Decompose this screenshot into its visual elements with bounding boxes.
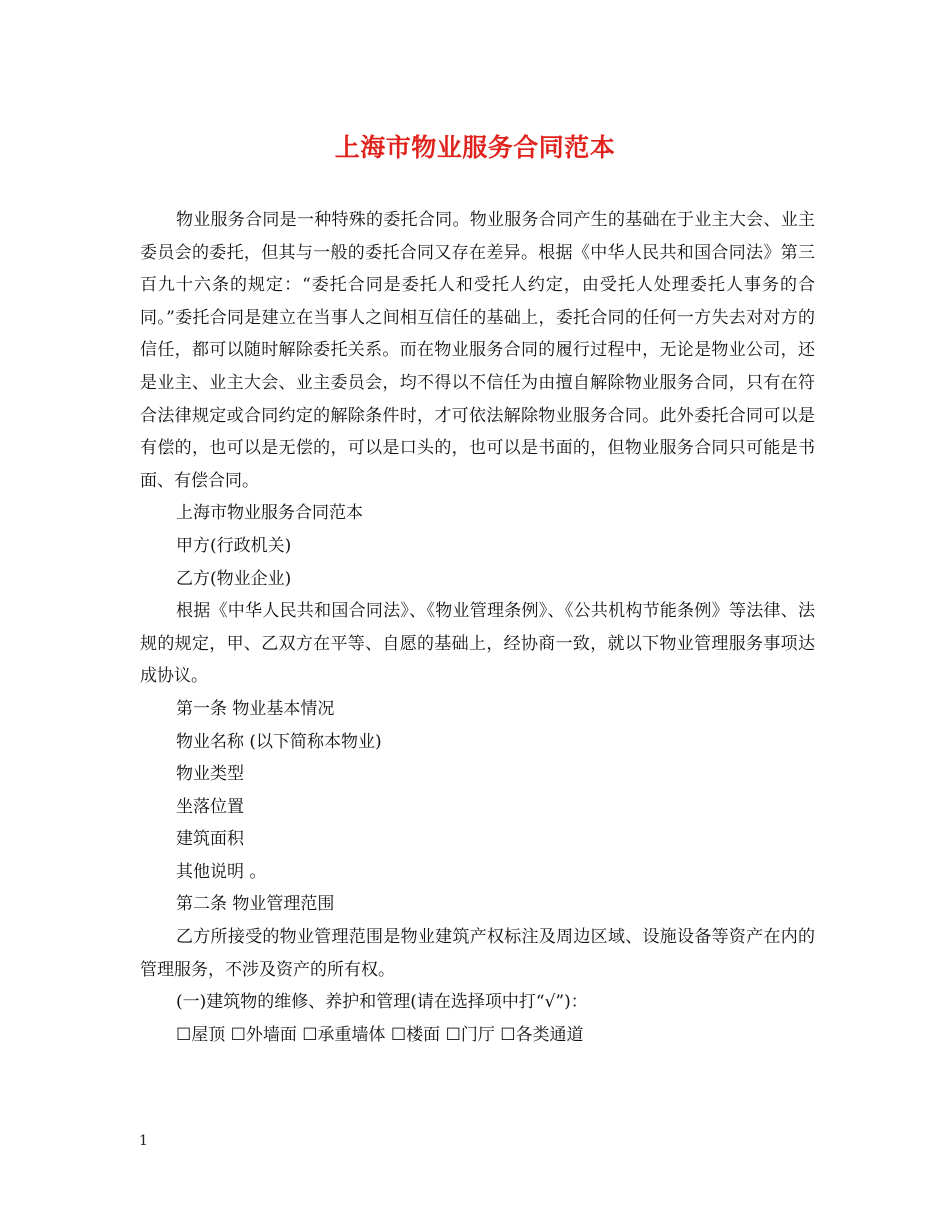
other-notes-line: 其他说明 。 — [176, 861, 267, 882]
party-a-line: 甲方(行政机关) — [176, 535, 292, 556]
management-scope-paragraph: 乙方所接受的物业管理范围是物业建筑产权标注及周边区域、设施设备等资产在内的管理服务，不涉及资产的所有权。 — [140, 927, 815, 980]
document-body — [140, 204, 815, 1051]
location-line: 坐落位置 — [176, 796, 244, 817]
contract-name-line: 上海市物业服务合同范本 — [176, 503, 363, 524]
section-1-heading: (一)建筑物的维修、养护和管理(请在选择项中打“√”)： — [176, 992, 588, 1013]
property-name-line: 物业名称 (以下简称本物业) — [176, 731, 382, 752]
property-type-line: 物业类型 — [176, 764, 244, 785]
intro-paragraph: 物业服务合同是一种特殊的委托合同。物业服务合同产生的基础在于业主大会、业主委员会的委托，但其与一般的委托合同又存在差异。根据《中华人民共和国合同法》第三百九十六条的规定：“委托合同是委托人和受托人约定，由受托人处理委托人事务的合同。”委托合同是建立在当事人之间相互信任的基础上，委托合同的任何一方失去对对方的信任，都可以随时解除委托关系。而在物业服务合同的履行过程中，无论是物业公司，还是业主、业主大会、业主委员会，均不得以不信任为由擅自解除物业服务合同，只有在符合法律规定或合同约定的解除条件时，才可依法解除物业服务合同。此外委托合同可以是有偿的，也可以是无偿的，可以是口头的，也可以是书面的，但物业服务合同只可能是书面、有偿合同。 — [140, 210, 815, 491]
article-2-heading: 第二条 物业管理范围 — [176, 894, 335, 915]
page-number: 1 — [139, 1133, 148, 1149]
floor-area-line: 建筑面积 — [176, 829, 244, 850]
article-1-heading: 第一条 物业基本情况 — [176, 698, 335, 719]
party-b-line: 乙方(物业企业) — [176, 568, 292, 589]
checkbox-options-line: ☐屋顶 ☐外墙面 ☐承重墙体 ☐楼面 ☐门厅 ☐各类通道 — [176, 1024, 584, 1045]
document-title: 上海市物业服务合同范本 — [334, 133, 616, 162]
legal-basis-paragraph: 根据《中华人民共和国合同法》、《物业管理条例》、《公共机构节能条例》等法律、法规的规定，甲、乙双方在平等、自愿的基础上，经协商一致，就以下物业管理服务事项达成协议。 — [140, 601, 815, 687]
